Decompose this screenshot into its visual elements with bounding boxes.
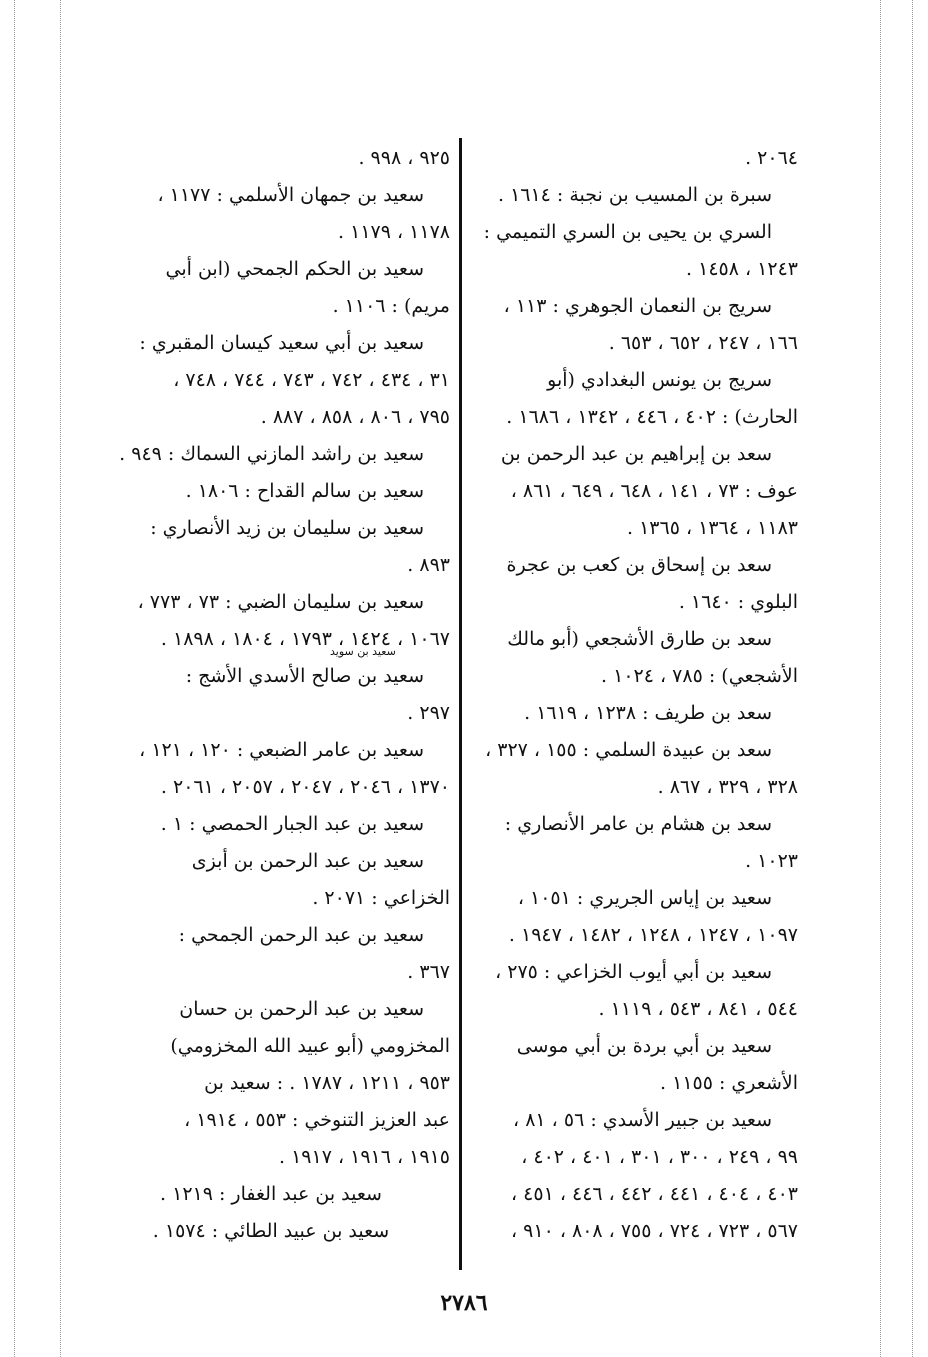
index-entry-line: ٩٩ ، ٢٤٩ ، ٣٠٠ ، ٣٠١ ، ٤٠١ ، ٤٠٢ ، [521,1146,798,1168]
index-entry-line: سعيد بن سليمان بن زيد الأنصاري : [150,517,424,539]
index-entry-line: ٤٠٣ ، ٤٠٤ ، ٤٤١ ، ٤٤٢ ، ٤٤٦ ، ٤٥١ ، [510,1183,798,1205]
index-entry-line: سبرة بن المسيب بن نجبة : ١٦١٤ . [497,184,772,206]
scan-edge-line [14,0,15,1357]
index-entry-line: ٣٢٨ ، ٣٢٩ ، ٨٦٧ . [657,776,798,798]
index-column-right [468,140,798,1250]
index-entry-line: الخزاعي : ٢٠٧١ . [312,887,450,909]
index-entry-line: المخزومي (أبو عبيد الله المخزومي) [170,1035,450,1057]
index-entry-line: ٩٥٣ ، ١٢١١ ، ١٧٨٧ . : سعيد بن [204,1072,450,1094]
index-entry-line: ٢٠٦٤ . [745,147,798,169]
index-entry-line: ٥٤٤ ، ٨٤١ ، ٥٤٣ ، ١١١٩ . [598,998,798,1020]
index-entry-line: سعد بن طارق الأشجعي (أبو مالك [507,628,772,650]
index-entry-line: ٣٦٧ . [407,961,450,983]
scan-edge-line [912,0,913,1357]
index-entry-line: سعيد بن جبير الأسدي : ٥٦ ، ٨١ ، [513,1109,772,1131]
scan-edge-line [60,0,61,1357]
index-entry-line: سعيد بن عبد الرحمن بن أبزى [191,850,424,872]
index-entry-line: ١٦٦ ، ٢٤٧ ، ٦٥٢ ، ٦٥٣ . [608,332,798,354]
index-column-left [118,140,450,1250]
index-entry-line: ١٠٢٣ . [745,850,798,872]
index-entry-line: سعيد بن أبي سعيد كيسان المقبري : [139,332,424,354]
index-entry-line: عوف : ٧٣ ، ١٤١ ، ٦٤٨ ، ٦٤٩ ، ٨٦١ ، [510,480,798,502]
page-number: ٢٧٨٦ [440,1290,488,1316]
index-entry-line: عبد العزيز التنوخي : ٥٥٣ ، ١٩١٤ ، [184,1109,450,1131]
index-entry-line: ١٢٤٣ ، ١٤٥٨ . [686,258,798,280]
index-entry-line: سعيد بن عبد الرحمن بن حسان [179,998,424,1020]
index-entry-line: ١٠٦٧ ، ١٤٢٤ ، ١٧٩٣ ، ١٨٠٤ ، ١٨٩٨ . [160,628,450,650]
index-entry-line: ٣١ ، ٤٣٤ ، ٧٤٢ ، ٧٤٣ ، ٧٤٤ ، ٧٤٨ ، [173,369,450,391]
index-entry-line: ١١٧٨ ، ١١٧٩ . [338,221,450,243]
index-entry-line: سعيد بن سليمان الضبي : ٧٣ ، ٧٧٣ ، [137,591,424,613]
index-entry-line: ٥٦٧ ، ٧٢٣ ، ٧٢٤ ، ٧٥٥ ، ٨٠٨ ، ٩١٠ ، [510,1220,798,1242]
index-entry-line: سعيد بن راشد المازني السماك : ٩٤٩ . [119,443,424,465]
index-entry-line: سعد بن إسحاق بن كعب بن عجرة [506,554,772,576]
index-entry-line: ١٣٧٠ ، ٢٠٤٦ ، ٢٠٤٧ ، ٢٠٥٧ ، ٢٠٦١ . [160,776,450,798]
index-entry-line: سريج بن يونس البغدادي (أبو [547,369,772,391]
index-entry-line: سعيد بن الحكم الجمحي (ابن أبي [165,258,424,280]
index-entry-line: سعد بن إبراهيم بن عبد الرحمن بن [500,443,772,465]
index-entry-line: ٩٢٥ ، ٩٩٨ . [358,147,450,169]
column-divider [459,138,462,1270]
index-entry-line: الأشجعي) : ٧٨٥ ، ١٠٢٤ . [601,665,798,687]
scan-edge-line [880,0,881,1357]
index-entry-line: ٢٩٧ . [407,702,450,724]
index-entry-line: سعيد بن عبد الغفار : ١٢١٩ . [160,1183,382,1205]
index-entry-line: سريج بن النعمان الجوهري : ١١٣ ، [503,295,772,317]
index-entry-line: سعيد بن عبد الجبار الحمصي : ١ . [160,813,424,835]
index-entry-line: البلوي : ١٦٤٠ . [678,591,798,613]
index-entry-line: سعيد بن صالح الأسدي الأشج : [185,665,424,687]
index-entry-line: الحارث) : ٤٠٢ ، ٤٤٦ ، ١٣٤٢ ، ١٦٨٦ . [506,406,798,428]
index-entry-line: سعد بن هشام بن عامر الأنصاري : [504,813,772,835]
index-entry-line: سعيد بن جمهان الأسلمي : ١١٧٧ ، [157,184,424,206]
index-entry-line: الأشعري : ١١٥٥ . [660,1072,798,1094]
index-entry-line: سعيد بن إياس الجريري : ١٠٥١ ، [517,887,772,909]
interlinear-note: سعيد بن سويد [330,645,396,658]
index-entry-line: سعيد بن أبي أيوب الخزاعي : ٢٧٥ ، [495,961,772,983]
index-entry-line: سعد بن طريف : ١٢٣٨ ، ١٦١٩ . [524,702,772,724]
index-entry-line: ١١٨٣ ، ١٣٦٤ ، ١٣٦٥ . [626,517,798,539]
index-entry-line: ٧٩٥ ، ٨٠٦ ، ٨٥٨ ، ٨٨٧ . [260,406,450,428]
index-entry-line: ١٩١٥ ، ١٩١٦ ، ١٩١٧ . [278,1146,450,1168]
index-entry-line: سعيد بن عامر الضبعي : ١٢٠ ، ١٢١ ، [139,739,424,761]
index-entry-line: سعيد بن سالم القداح : ١٨٠٦ . [185,480,424,502]
index-entry-line: ١٠٩٧ ، ١٢٤٧ ، ١٢٤٨ ، ١٤٨٢ ، ١٩٤٧ . [508,924,798,946]
index-entry-line: سعيد بن عبد الرحمن الجمحي : [178,924,424,946]
index-entry-line: ٨٩٣ . [407,554,450,576]
index-entry-line: سعيد بن أبي بردة بن أبي موسى [516,1035,772,1057]
index-entry-line: السري بن يحيى بن السري التميمي : [483,221,772,243]
index-entry-line: سعيد بن عبيد الطائي : ١٥٧٤ . [152,1220,390,1242]
index-entry-line: مريم) : ١١٠٦ . [332,295,450,317]
index-entry-line: سعد بن عبيدة السلمي : ١٥٥ ، ٣٢٧ ، [485,739,772,761]
